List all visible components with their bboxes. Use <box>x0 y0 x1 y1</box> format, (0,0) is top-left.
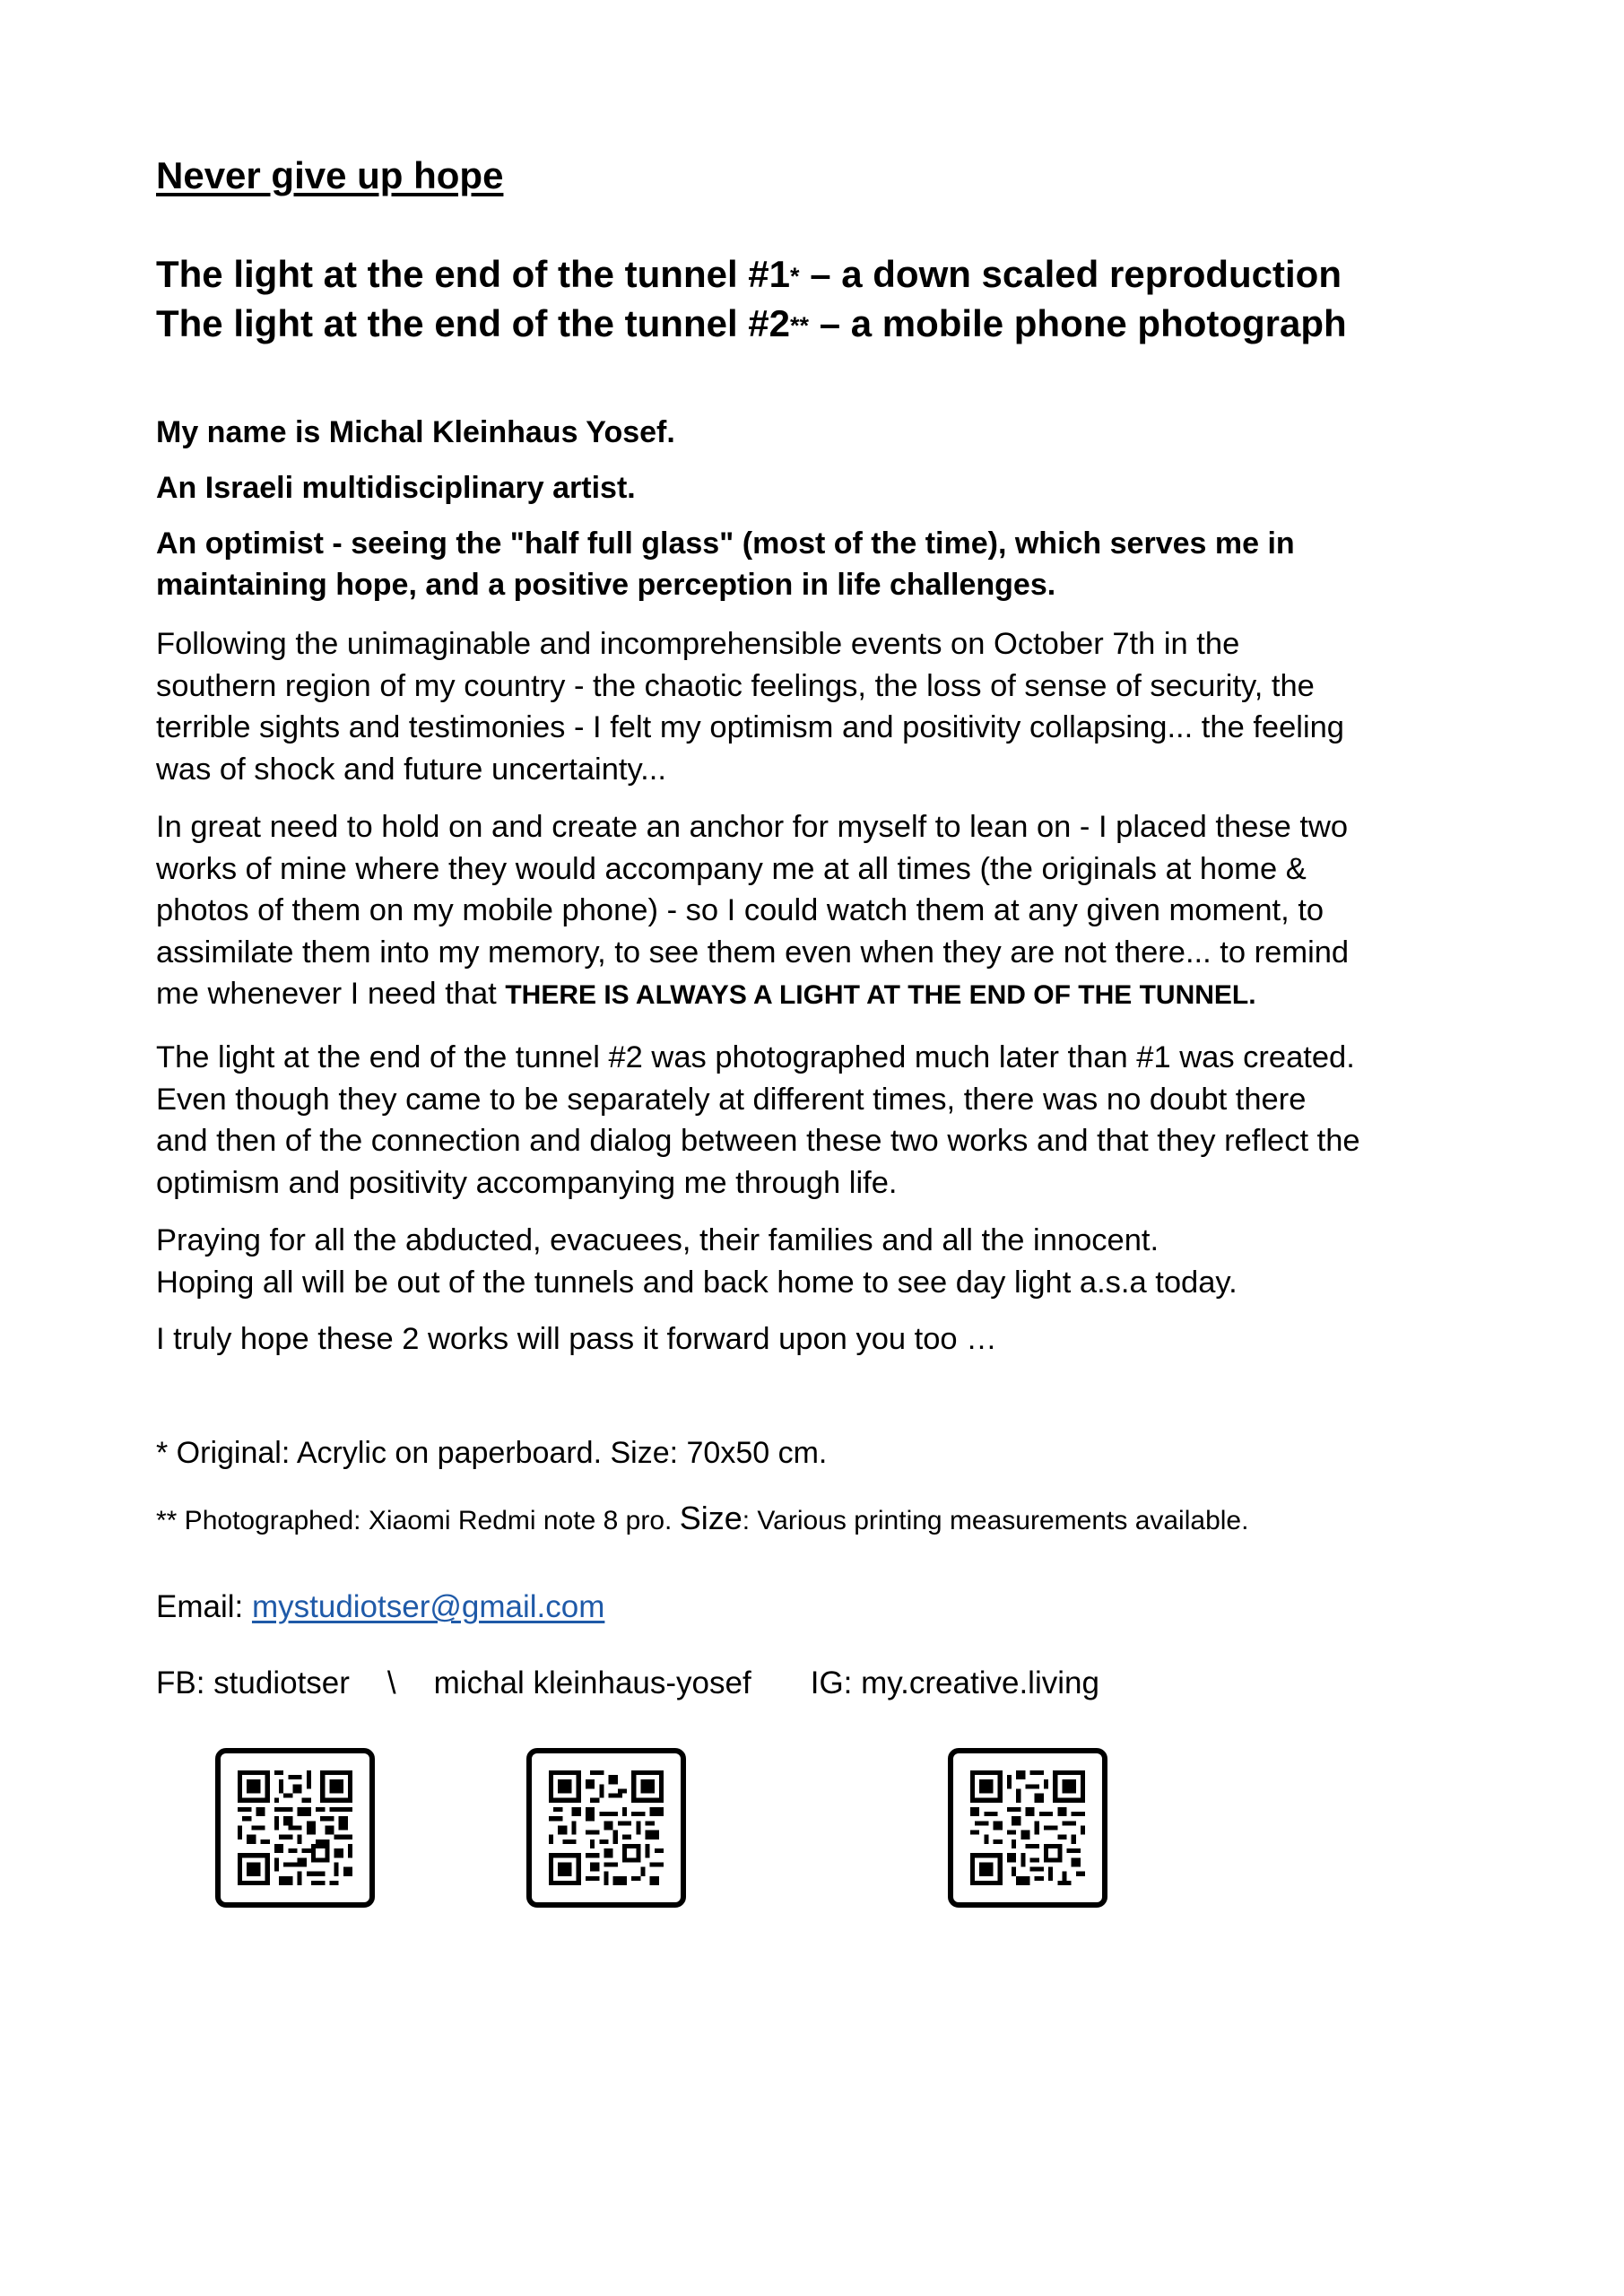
footnote-photographed-prefix: ** Photographed: Xiaomi Redmi note 8 pro. <box>156 1506 680 1535</box>
paragraph-line: Hoping all will be out of the tunnels and back home to see day light a.s.a today. <box>156 1265 1238 1300</box>
paragraph-line: Following the unimaginable and incomprehensible events on October 7th in the <box>156 627 1240 661</box>
subtitle-work-2 <box>156 302 1347 345</box>
paragraph-line: Even though they came to be separately at different times, there was no doubt there <box>156 1082 1307 1117</box>
separator: \ <box>386 1665 396 1700</box>
paragraph-anchor <box>156 806 1483 1017</box>
email-label: Email: <box>156 1589 252 1624</box>
qr-code-icon <box>238 1770 352 1885</box>
paragraph-october <box>156 623 1483 790</box>
intro-optimist-line-2: maintaining hope, and a positive perception in life challenges. <box>156 568 1056 602</box>
social-line <box>156 1665 1099 1701</box>
paragraph-line: In great need to hold on and create an anchor for myself to lean on - I placed these two <box>156 810 1349 844</box>
paragraph-line: works of mine where they would accompany me at all times (the originals at home & <box>156 851 1307 886</box>
qr-code-facebook-profile[interactable] <box>526 1748 686 1908</box>
subtitle-work-2-rest: – a mobile phone photograph <box>809 302 1347 344</box>
qr-code-icon <box>970 1770 1085 1885</box>
footnote-photographed <box>156 1500 1248 1537</box>
paragraph-closing <box>156 1318 1483 1361</box>
footnote-photographed-suffix: : Various printing measurements available. <box>742 1506 1249 1535</box>
subtitle-work-1 <box>156 253 1342 296</box>
intro-profession: An Israeli multidisciplinary artist. <box>156 471 636 505</box>
email-link[interactable]: mystudiotser@gmail.com <box>251 1589 605 1624</box>
paragraph-line: optimism and positivity accompanying me through life. <box>156 1165 898 1200</box>
email-line <box>156 1589 604 1625</box>
facebook-handle: FB: studiotser <box>156 1665 350 1700</box>
subtitle-work-1-text: The light at the end of the tunnel #1 <box>156 253 791 295</box>
emphasis-text: THERE IS ALWAYS A LIGHT AT THE END OF THE TUNNEL. <box>505 980 1256 1010</box>
subtitle-work-1-rest: – a down scaled reproduction <box>799 253 1342 295</box>
qr-code-icon <box>549 1770 664 1885</box>
paragraph-line: and then of the connection and dialog between these two works and that they reflect the <box>156 1124 1360 1158</box>
facebook-name: michal kleinhaus-yosef <box>433 1665 751 1700</box>
paragraph-line: I truly hope these 2 works will pass it forward upon you too … <box>156 1322 997 1356</box>
paragraph-line: photos of them on my mobile phone) - so I could watch them at any given moment, to <box>156 893 1324 927</box>
qr-code-instagram[interactable] <box>948 1748 1107 1908</box>
intro-optimist <box>156 523 1295 605</box>
paragraph-line-with-emphasis <box>156 973 1483 1017</box>
instagram-handle: IG: my.creative.living <box>810 1665 1099 1700</box>
intro-optimist-line-1: An optimist - seeing the "half full glass" (most of the time), which serves me in <box>156 526 1295 561</box>
document-title: Never give up hope <box>156 154 504 196</box>
footnote-original: * Original: Acrylic on paperboard. Size: 70x50 cm. <box>156 1436 828 1470</box>
paragraph-dialog <box>156 1037 1483 1204</box>
paragraph-line: assimilate them into my memory, to see them even when they are not there... to remind <box>156 935 1350 970</box>
paragraph-line: was of shock and future uncertainty... <box>156 752 666 787</box>
paragraph-prayer <box>156 1220 1483 1303</box>
paragraph-line: Praying for all the abducted, evacuees, their families and all the innocent. <box>156 1223 1159 1257</box>
footnote-size-word: Size <box>679 1500 743 1536</box>
paragraph-line: me whenever I need that <box>156 977 506 1011</box>
qr-code-facebook-handle[interactable] <box>215 1748 375 1908</box>
subtitle-work-2-text: The light at the end of the tunnel #2 <box>156 302 791 344</box>
paragraph-line: terrible sights and testimonies - I felt my optimism and positivity collapsing... the feeling <box>156 710 1344 744</box>
paragraph-line: southern region of my country - the chaotic feelings, the loss of sense of security, the <box>156 668 1315 703</box>
intro-name: My name is Michal Kleinhaus Yosef. <box>156 415 675 449</box>
paragraph-line: The light at the end of the tunnel #2 was photographed much later than #1 was created. <box>156 1040 1355 1074</box>
subtitle-work-2-mark: ** <box>790 312 810 339</box>
subtitle-work-1-mark: * <box>790 263 800 290</box>
